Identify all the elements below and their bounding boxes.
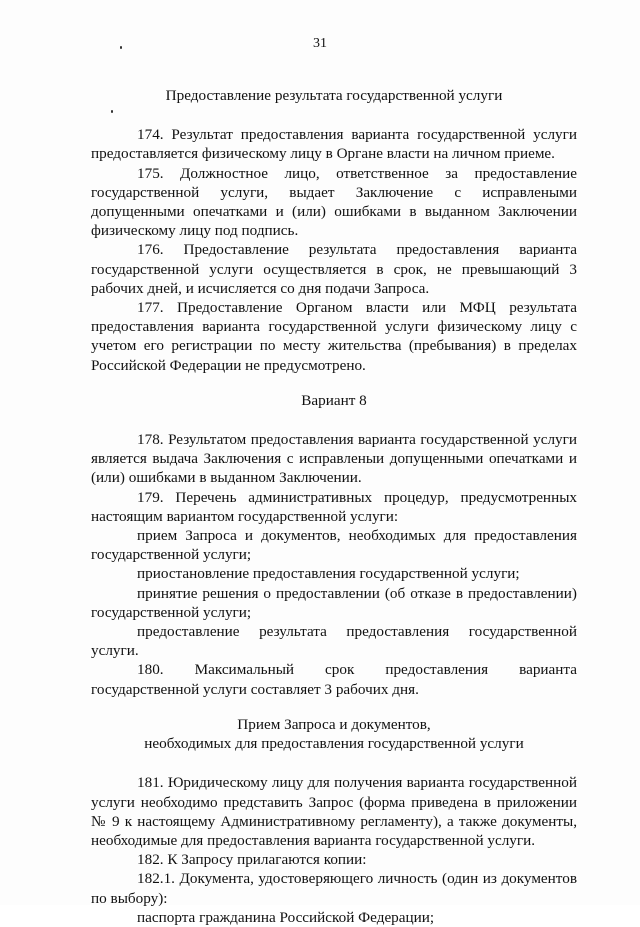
- section-heading-line: Прием Запроса и документов,: [237, 715, 431, 733]
- list-item: паспорта гражданина Российской Федерации;: [137, 908, 435, 926]
- paragraph: 182. К Запросу прилагаются копии:: [137, 851, 367, 869]
- paragraph: 182.1. Документа, удостоверяющего личность (один из документов по выбору):: [91, 870, 577, 907]
- section-heading-line: необходимых для предоставления государственной услуги: [144, 735, 524, 753]
- paragraph: 179. Перечень административных процедур, предусмотренных настоящим вариантом государственной услуги:: [91, 488, 577, 525]
- list-item: приостановление предоставления государственной услуги;: [137, 565, 520, 583]
- paragraph: 178. Результатом предоставления варианта государственной услуги является выдача Заключения с исправленыи допущенными опечатками и (или) ошибками в выданном Заключении.: [91, 431, 577, 487]
- list-item: предоставление результата предоставления государственной услуги.: [91, 623, 577, 660]
- document-body: [91, 86, 577, 927]
- list-item: прием Запроса и документов, необходимых для предоставления государственной услуги;: [91, 527, 577, 564]
- paragraph: 176. Предоставление результата предоставления варианта государственной услуги осуществляется в срок, не превышающий 3 рабочих дней, и исчисляется со дня подачи Запроса.: [91, 241, 577, 297]
- section-heading: Вариант 8: [301, 391, 367, 409]
- section-heading: Предоставление результата государственной услуги: [165, 87, 503, 104]
- page-number: 31: [313, 36, 327, 51]
- paragraph: 174. Результат предоставления варианта государственной услуги предоставляется физическому лицу в Органе власти на личном приеме.: [91, 126, 577, 163]
- paragraph: 180. Максимальный срок предоставления варианта государственной услуги составляет 3 рабочих дня.: [91, 661, 577, 698]
- list-item: принятие решения о предоставлении (об отказе в предоставлении) государственной услуги;: [91, 584, 577, 621]
- paragraph: 181. Юридическому лицу для получения варианта государственной услуги необходимо представить Запрос (форма приведена в приложении № 9 к настоящему Административному регламенту), а также документы, необходимые для предоставления варианта государственной услуги.: [91, 774, 577, 849]
- paragraph: 177. Предоставление Органом власти или МФЦ результата предоставления варианта государственной услуги физическому лицу с учетом его регистрации по месту жительства (пребывания) в пределах Российской Федерации не предусмотрено.: [91, 299, 577, 374]
- paragraph: 175. Должностное лицо, ответственное за предоставление государственной услуги, выдает Заключение с исправлеными допущенными опечатками и (или) ошибками в выданном Заключении физическому лицу под подпись.: [91, 164, 577, 240]
